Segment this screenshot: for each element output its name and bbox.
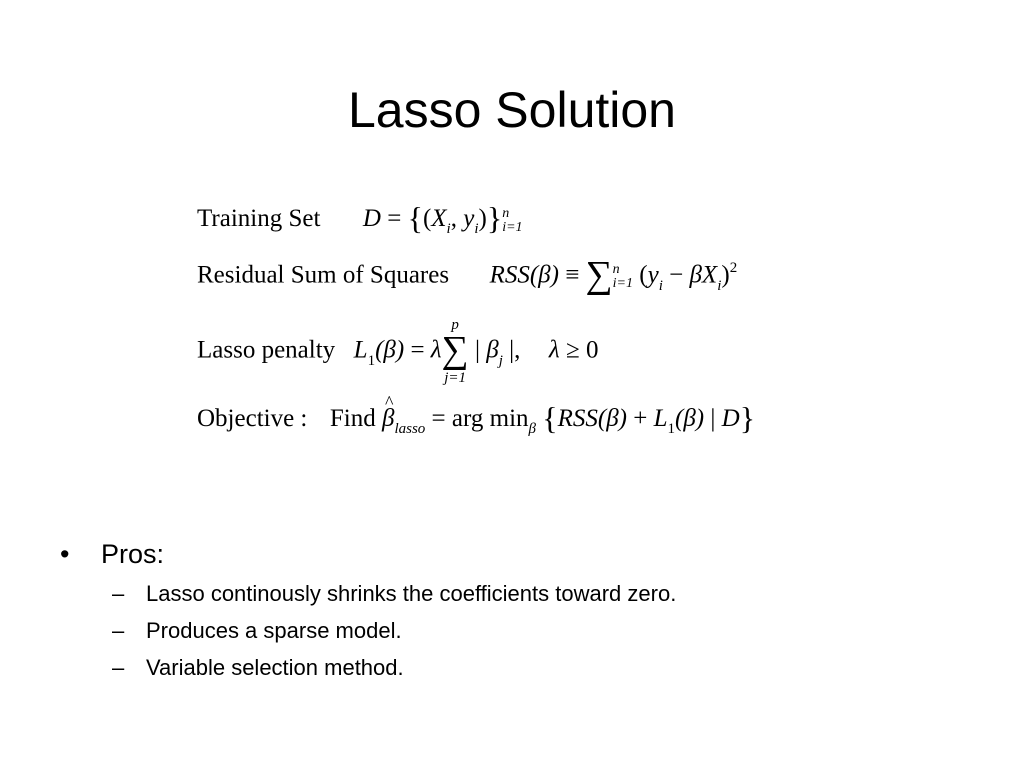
rss-x-subscript: i [717, 277, 722, 294]
lasso-subscript: lasso [394, 421, 426, 438]
dash-icon: – [112, 581, 125, 606]
l1-symbol: L [353, 336, 368, 364]
beta-x-term: βX [689, 261, 718, 289]
x-symbol: X [431, 205, 447, 233]
abs-open: | [474, 336, 480, 364]
dataset-symbol: D [362, 205, 381, 233]
geq-sign: ≥ [565, 336, 580, 364]
conditional-bar: | [710, 405, 716, 433]
penalty-summation [442, 318, 469, 386]
pro-item-text: Lasso continously shrinks the coefficients toward zero. [146, 581, 677, 606]
plus-sign: + [633, 405, 648, 433]
rss-close-paren: ) [721, 261, 730, 289]
objective-close-brace: } [739, 400, 756, 436]
slide-title: Lasso Solution [347, 82, 676, 138]
rss-equation [197, 254, 738, 296]
x-subscript: i [446, 221, 451, 238]
open-paren: ( [422, 205, 432, 233]
objective-rss: RSS [557, 405, 598, 433]
penalty-lower-limit: j=1 [444, 370, 467, 386]
pros-heading-item [60, 533, 676, 686]
summation-icon: ∑ [585, 254, 613, 296]
equivalence-sign: ≡ [565, 261, 580, 289]
rss-open-paren: ( [639, 261, 648, 289]
list-item [60, 612, 676, 649]
lasso-penalty-label: Lasso penalty [197, 336, 336, 364]
argmin-text: arg min [451, 405, 529, 433]
close-brace: } [486, 200, 503, 236]
rss-y-subscript: i [658, 277, 663, 294]
close-paren: ) [478, 205, 487, 233]
objective-label: Objective : [197, 405, 308, 433]
beta-symbol: β [486, 336, 499, 364]
objective-rss-argument: (β) [597, 405, 628, 433]
rss-lower-limit: i=1 [612, 276, 634, 291]
penalty-argument: (β) [375, 336, 405, 364]
lambda-symbol: λ [430, 336, 442, 364]
set-upper-limit: n [502, 205, 510, 221]
find-text: Find [329, 405, 376, 433]
equals-sign: = [387, 205, 402, 233]
objective-l1-argument: (β) [675, 405, 705, 433]
objective-equals: = [431, 405, 446, 433]
objective-l1-subscript: 1 [667, 421, 676, 438]
lasso-penalty-equation [197, 318, 598, 386]
pros-list [60, 533, 676, 686]
set-limits [502, 207, 522, 235]
objective-open-brace: { [542, 400, 558, 436]
rss-upper-limit: n [612, 262, 620, 277]
objective-equation [197, 402, 755, 439]
pro-item-text: Produces a sparse model. [146, 618, 402, 643]
list-item [60, 575, 676, 612]
dash-icon: – [112, 655, 125, 680]
pro-item-text: Variable selection method. [146, 655, 404, 680]
rss-y-symbol: y [647, 261, 659, 289]
open-brace: { [407, 200, 423, 236]
beta-subscript: j [498, 352, 503, 369]
objective-dataset: D [721, 405, 740, 433]
summation-icon: ∑ [441, 329, 469, 371]
y-subscript: i [474, 221, 479, 238]
argmin-subscript: β [528, 421, 537, 438]
minus-sign: − [669, 261, 684, 289]
rss-sum-limits [613, 263, 633, 291]
training-set-equation [197, 202, 523, 239]
lambda-condition-symbol: λ [548, 336, 560, 364]
penalty-equals: = [410, 336, 425, 364]
training-set-label: Training Set [197, 205, 321, 233]
set-lower-limit: i=1 [502, 219, 523, 235]
y-symbol: y [463, 205, 475, 233]
objective-l1-symbol: L [653, 405, 668, 433]
comma: , [450, 205, 457, 233]
penalty-upper-limit: p [451, 317, 459, 333]
rss-argument: (β) [529, 261, 559, 289]
pros-heading: Pros: [101, 539, 165, 569]
rss-symbol: RSS [489, 261, 530, 289]
bullet-icon: • [60, 539, 70, 569]
abs-close: |, [509, 336, 521, 364]
rss-label: Residual Sum of Squares [197, 261, 450, 289]
zero-value: 0 [585, 336, 599, 364]
list-item [60, 649, 676, 686]
rss-power: 2 [729, 259, 738, 276]
l1-subscript: 1 [367, 352, 376, 369]
pros-sub-list [60, 575, 676, 686]
beta-hat-symbol: ^ β [382, 405, 394, 433]
dash-icon: – [112, 618, 125, 643]
